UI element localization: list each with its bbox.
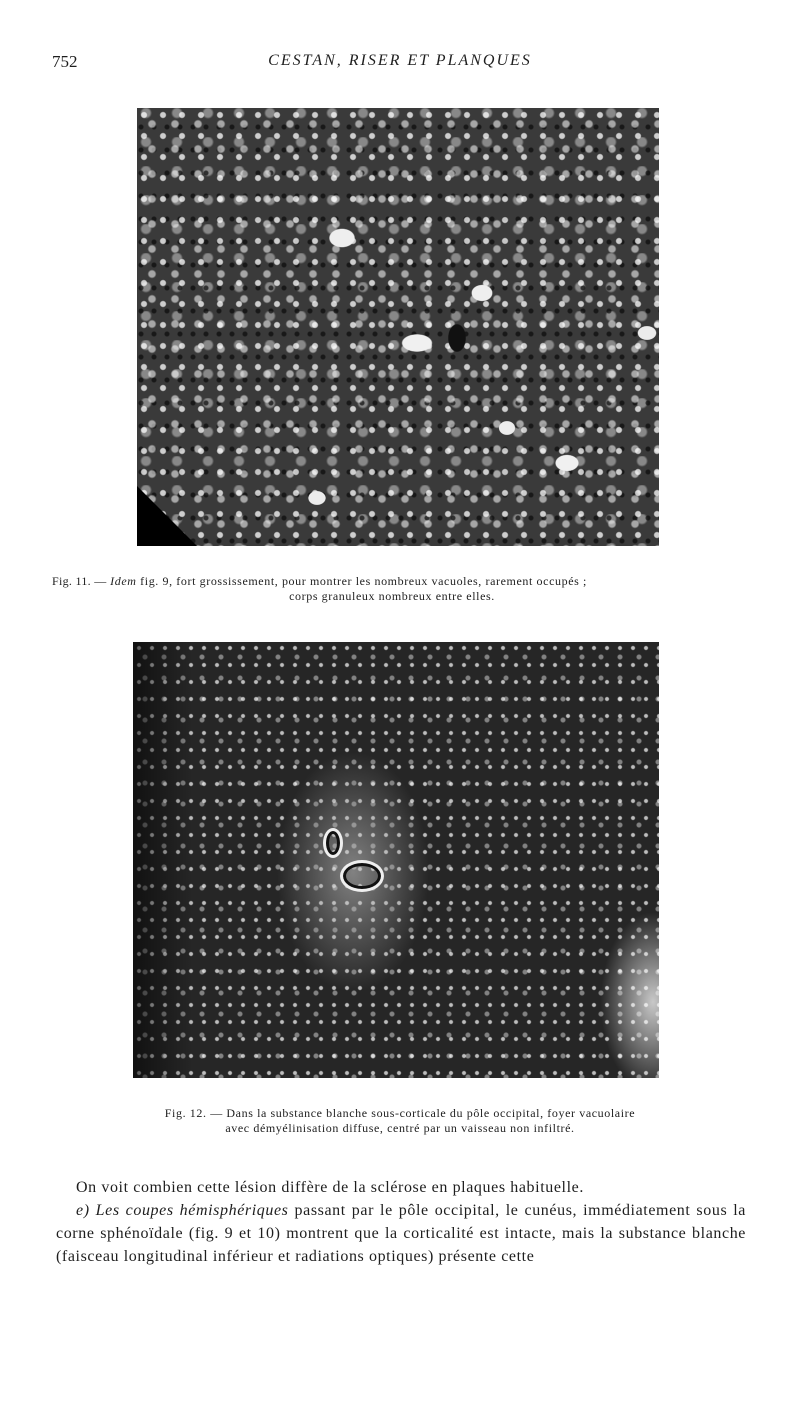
figure-12-caption-line1: Dans la substance blanche sous-corticale du pôle occipital, foyer vacuolaire xyxy=(226,1106,636,1120)
running-head: CESTAN, RISER ET PLANQUES xyxy=(268,52,532,69)
figure-11-label: Fig. 11. — xyxy=(52,574,107,588)
paragraph-2-italic: Les coupes hémisphériques xyxy=(95,1202,289,1219)
figure-11-caption-italic: Idem xyxy=(110,574,137,588)
figure-11-caption-line2: corps granuleux nombreux entre elles. xyxy=(289,589,495,603)
page-number: 752 xyxy=(52,52,78,71)
paragraph-2-text: passant par le pôle occipital, le cunéus, immédiatement sous la corne sphénoïdale (fig. 9 et 10) montrent que la corticalité est intacte, mais la substance blanche (faisceau longitudinal inférieur et radiations optiques) présente cette xyxy=(56,1202,747,1265)
figure-11-photomicrograph xyxy=(137,108,659,546)
figure-11-caption xyxy=(52,574,772,604)
figure-12-caption xyxy=(0,1106,800,1136)
paragraph-2 xyxy=(56,1199,746,1268)
figure-12-caption-first-line xyxy=(0,1106,800,1121)
figure-12-label: Fig. 12. — xyxy=(164,1106,223,1120)
figure-12-caption-line2: avec démyélinisation diffuse, centré par un vaisseau non infiltré. xyxy=(225,1121,575,1135)
figure-12-photomicrograph xyxy=(133,642,659,1078)
paragraph-1: On voit combien cette lésion diffère de la sclérose en plaques habituelle. xyxy=(76,1179,584,1196)
vessel-fragment xyxy=(323,828,343,858)
body-text xyxy=(56,1176,746,1268)
vessel-cross-section xyxy=(340,860,384,892)
figure-11-caption-line1: fig. 9, fort grossissement, pour montrer les nombreux vacuoles, rarement occupés ; xyxy=(140,574,587,588)
paragraph-2-label: e) xyxy=(76,1202,90,1219)
